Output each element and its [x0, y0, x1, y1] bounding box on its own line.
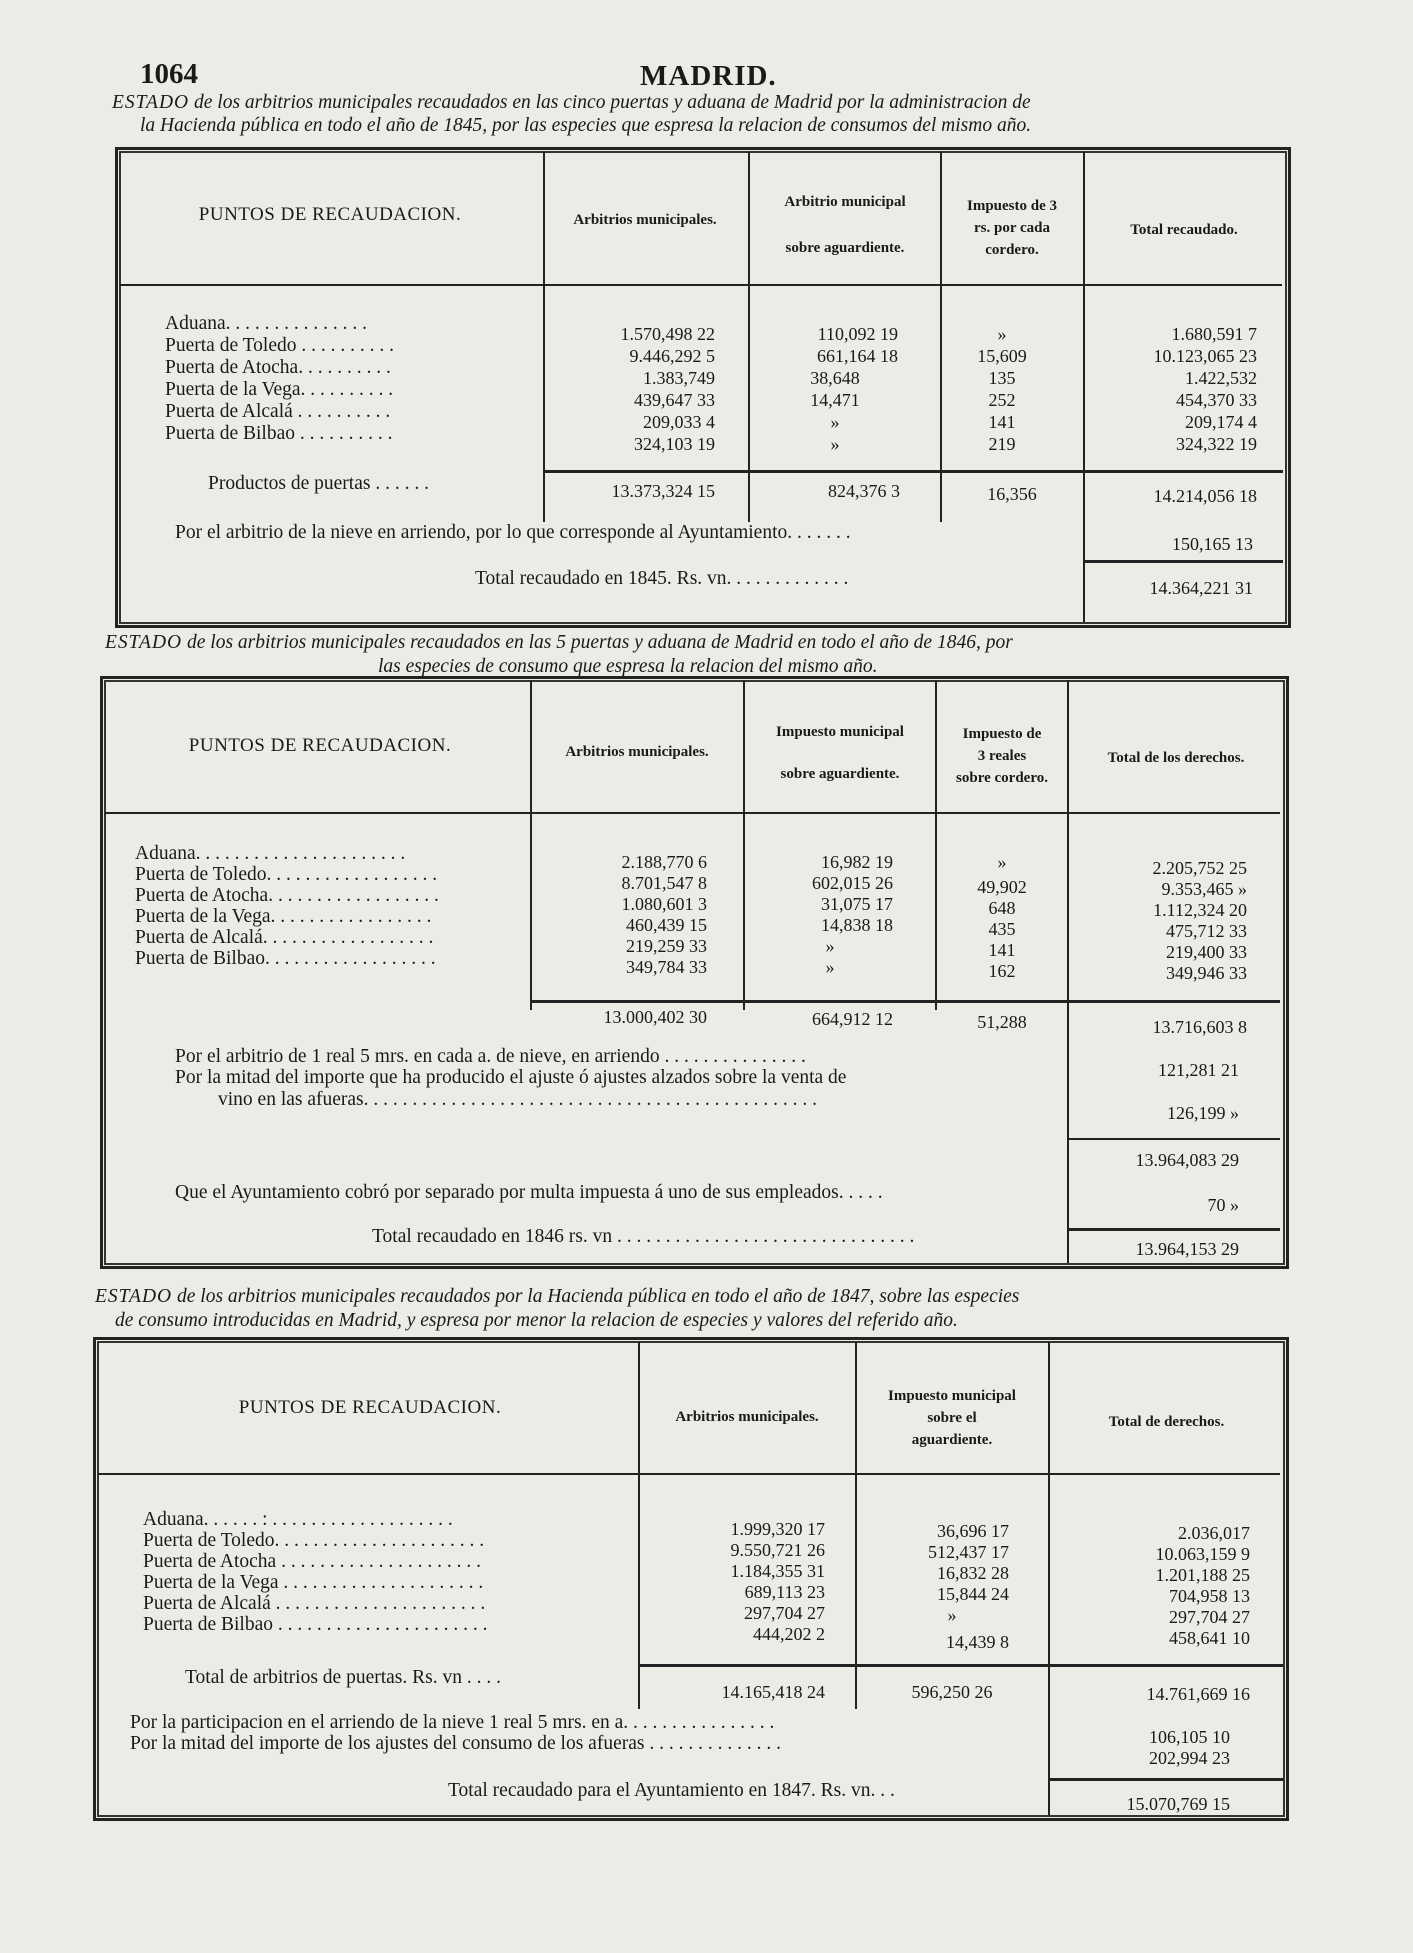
table2-subtotal-cell: 664,912 12 [812, 1009, 893, 1029]
table1-header-cordero-b: rs. por cada [974, 220, 1050, 236]
table1-cell: 439,647 33 [634, 390, 715, 410]
table2-cell: 141 [988, 940, 1016, 960]
table2-header-impuesto-a: Impuesto municipal [776, 724, 904, 740]
table1-cell: 209,174 4 [1185, 412, 1257, 432]
table2-cell: 219,400 33 [1166, 942, 1247, 962]
table3-cell: 1.999,320 17 [730, 1519, 825, 1539]
table2-cell: 8.701,547 8 [621, 873, 707, 893]
table2-multa-label: Que el Ayuntamiento cobró por separado por multa impuesta á uno de sus empleados. . . . . [175, 1182, 883, 1203]
table1-cell: 15,609 [977, 346, 1027, 366]
table3-cell: 297,704 27 [1169, 1607, 1250, 1627]
table3-header-puntos: PUNTOS DE RECAUDACION. [238, 1397, 502, 1418]
table2-header-rule [105, 812, 1280, 814]
table1-caption-line1: ESTADO de los arbitrios municipales recaudados en las cinco puertas y aduana de Madrid por la administracion de [112, 92, 1031, 113]
table3-header-rule [98, 1473, 1280, 1475]
table1-cell: » [997, 324, 1007, 344]
table1-cell: 454,370 33 [1176, 390, 1257, 410]
table1-nieve-value: 150,165 13 [1172, 534, 1253, 554]
table3-row-label: Puerta de Alcalá . . . . . . . . . . . . . . . . . . . . . . [143, 1593, 486, 1614]
table2-cell: 2.205,752 25 [1152, 858, 1247, 878]
table2-cell: 1.112,324 20 [1153, 900, 1247, 920]
table2-nieve-label: Por el arbitrio de 1 real 5 mrs. en cada a. de nieve, en arriendo . . . . . . . . . . . . . . . [175, 1046, 806, 1067]
table2-nieve-value: 121,281 21 [1158, 1060, 1239, 1080]
table1-row-label: Puerta de Bilbao . . . . . . . . . . [165, 423, 393, 444]
table3-total-rule [1048, 1778, 1283, 1781]
table1-subtotal-label: Productos de puertas . . . . . . [208, 473, 429, 494]
table2-row-label: Puerta de Alcalá. . . . . . . . . . . . . . . . . . [135, 927, 434, 948]
table2-subtotal-cell: 51,288 [977, 1012, 1027, 1032]
table3-header-impuesto-a: Impuesto municipal [888, 1388, 1016, 1404]
table3-total-value: 15.070,769 15 [1126, 1794, 1230, 1814]
table2-cell: 435 [988, 919, 1016, 939]
table2-cell: 2.188,770 6 [621, 852, 707, 872]
table1-header-puntos: PUNTOS DE RECAUDACION. [198, 204, 462, 225]
table1-total-label: Total recaudado en 1845. Rs. vn. . . . . . . . . . . . . [475, 568, 849, 589]
table1-row-label: Puerta de Atocha. . . . . . . . . . [165, 357, 391, 378]
table1-row-label: Puerta de Toledo . . . . . . . . . . [165, 335, 394, 356]
table1-caption-line2: la Hacienda pública en todo el año de 1845, por las especies que espresa la relacion de consumos del mismo año. [140, 115, 1032, 136]
table1-cell: 252 [988, 390, 1016, 410]
table1-cell: 1.680,591 7 [1171, 324, 1257, 344]
table2-header-puntos: PUNTOS DE RECAUDACION. [188, 735, 452, 756]
table2-row-label: Aduana. . . . . . . . . . . . . . . . . . . . . . [135, 843, 406, 864]
table1-header-cordero-a: Impuesto de 3 [966, 198, 1057, 214]
table3-header-impuesto-b: sobre el [927, 1410, 977, 1426]
table2-cell: 349,784 33 [626, 957, 707, 977]
table1-subtotal-rule [543, 470, 1283, 473]
table3-afueras-label: Por la mitad del importe de los ajustes del consumo de los afueras . . . . . . . . . . . . . . [130, 1733, 781, 1754]
table2-cell: 162 [988, 961, 1016, 981]
table1-nieve-label: Por el arbitrio de la nieve en arriendo, por lo que corresponde al Ayuntamiento. . . . . . . [175, 522, 851, 543]
page-number: 1064 [140, 58, 198, 90]
table3-nieve-label: Por la participacion en el arriendo de la nieve 1 real 5 mrs. en a. . . . . . . . . . . . . . . . [130, 1712, 775, 1733]
table3-subtotal-rule [638, 1664, 1283, 1667]
table2-cell: 9.353,465 » [1161, 879, 1247, 899]
table3-cell: 15,844 24 [937, 1584, 1009, 1604]
table2-running-rule [1067, 1138, 1280, 1140]
table3-cell: 36,696 17 [937, 1521, 1009, 1541]
table3-cell: 1.201,188 25 [1155, 1565, 1250, 1585]
table3-row-label: Puerta de Bilbao . . . . . . . . . . . . . . . . . . . . . . [143, 1614, 488, 1635]
table2-subtotal-cell: 13.000,402 30 [603, 1007, 707, 1027]
table2-caption-line2: las especies de consumo que espresa la relacion del mismo año. [378, 656, 878, 677]
table1-cell: 324,322 19 [1176, 434, 1257, 454]
table1-row-label: Aduana. . . . . . . . . . . . . . . [165, 313, 368, 334]
table3-cell: 444,202 2 [753, 1624, 825, 1644]
table2-vino-label-a: Por la mitad del importe que ha producido el ajuste ó ajustes alzados sobre la venta de [175, 1067, 847, 1088]
table1-header-cordero-c: cordero. [985, 242, 1039, 258]
table2-row-label: Puerta de Toledo. . . . . . . . . . . . . . . . . . [135, 864, 438, 885]
table2-cell: 602,015 26 [812, 873, 893, 893]
table3-cell: 14,439 8 [946, 1632, 1009, 1652]
table2-cell: » [997, 852, 1007, 872]
table1-cell: 14,471 [810, 390, 860, 410]
table1-row-label: Puerta de Alcalá . . . . . . . . . . [165, 401, 391, 422]
table1-cell: » [830, 434, 840, 454]
table2-cell: » [825, 936, 835, 956]
table2-vino-label-b: vino en las afueras. . . . . . . . . . . . . . . . . . . . . . . . . . . . . . . . . . . . . . . . . . . . . . . [218, 1089, 818, 1110]
table3-header-arbitrios: Arbitrios municipales. [675, 1409, 819, 1425]
table2-cell: 219,259 33 [626, 936, 707, 956]
table1-subtotal-cell: 16,356 [987, 484, 1037, 504]
table2-header-cordero-b: 3 reales [977, 748, 1027, 764]
table2-cell: 648 [988, 898, 1016, 918]
table3-cell: 16,832 28 [937, 1563, 1009, 1583]
table2-cell: 16,982 19 [821, 852, 893, 872]
table2-header-impuesto-b: sobre aguardiente. [780, 766, 900, 782]
table3-cell: 2.036,017 [1178, 1523, 1250, 1543]
table2-row-label: Puerta de la Vega. . . . . . . . . . . . . . . . . [135, 906, 432, 927]
table2-total-value: 13.964,153 29 [1135, 1239, 1239, 1259]
table3-subtotal-cell: 596,250 26 [911, 1682, 993, 1702]
table1-cell: 209,033 4 [643, 412, 715, 432]
table1-cell: » [830, 412, 840, 432]
table1-total-value: 14.364,221 31 [1149, 578, 1253, 598]
table3-subtotal-cell: 14.165,418 24 [721, 1682, 825, 1702]
table1-cell: 38,648 [810, 368, 860, 388]
table2-multa-value: 70 » [1207, 1195, 1239, 1215]
table3-cell: 704,958 13 [1169, 1586, 1250, 1606]
table1-cell: 661,164 18 [817, 346, 898, 366]
table1-header-rule [120, 284, 1282, 286]
table3-subtotal-label: Total de arbitrios de puertas. Rs. vn . . . . [185, 1667, 501, 1688]
table2-cell: 1.080,601 3 [621, 894, 707, 914]
table2-header-arbitrios: Arbitrios municipales. [565, 744, 709, 760]
table1-cell: 10.123,065 23 [1153, 346, 1257, 366]
table3-header-impuesto-c: aguardiente. [911, 1432, 993, 1448]
table1-cell: 141 [988, 412, 1016, 432]
table3-row-label: Aduana. . . . . . : . . . . . . . . . . . . . . . . . . . [143, 1509, 453, 1530]
table2-header-total: Total de los derechos. [1107, 750, 1245, 766]
table1-subtotal-cell: 14.214,056 18 [1153, 486, 1257, 506]
table1-row-label: Puerta de la Vega. . . . . . . . . . [165, 379, 394, 400]
table3-cell: 9.550,721 26 [730, 1540, 825, 1560]
table2-cell: 49,902 [977, 877, 1027, 897]
table2-total-label: Total recaudado en 1846 rs. vn . . . . . . . . . . . . . . . . . . . . . . . . . . . . . . . [372, 1226, 915, 1247]
table1-subtotal-cell: 13.373,324 15 [611, 481, 715, 501]
table2-header-cordero-c: sobre cordero. [956, 770, 1048, 786]
table2-caption-line1: ESTADO de los arbitrios municipales recaudados en las 5 puertas y aduana de Madrid en todo el año de 1846, por [105, 632, 1013, 653]
table3-header-total: Total de derechos. [1108, 1414, 1225, 1430]
table2-cell: 349,946 33 [1166, 963, 1247, 983]
table3-cell: 458,641 10 [1169, 1628, 1250, 1648]
table2-header-cordero-a: Impuesto de [962, 726, 1042, 742]
table2-running-total: 13.964,083 29 [1135, 1150, 1239, 1170]
table2-total-rule [1067, 1228, 1280, 1231]
table3-cell: » [947, 1605, 957, 1625]
table1-cell: 1.570,498 22 [620, 324, 715, 344]
table1-cell: 135 [988, 368, 1016, 388]
table1-header-total: Total recaudado. [1130, 222, 1238, 238]
table1-cell: 324,103 19 [634, 434, 715, 454]
table2-subtotal-cell: 13.716,603 8 [1152, 1017, 1247, 1037]
table3-total-label: Total recaudado para el Ayuntamiento en 1847. Rs. vn. . . [448, 1780, 895, 1801]
table1-cell: 219 [988, 434, 1016, 454]
table2-cell: 14,838 18 [821, 915, 893, 935]
table2-row-label: Puerta de Atocha. . . . . . . . . . . . . . . . . . [135, 885, 439, 906]
table3-cell: 297,704 27 [744, 1603, 825, 1623]
table3-caption-line2: de consumo introducidas en Madrid, y espresa por menor la relacion de especies y valores del referido año. [115, 1310, 958, 1331]
table1-cell: 9.446,292 5 [629, 346, 715, 366]
table1-header-aguardiente-b: sobre aguardiente. [785, 240, 905, 256]
table3-cell: 512,437 17 [928, 1542, 1009, 1562]
table3-caption-line1: ESTADO de los arbitrios municipales recaudados por la Hacienda pública en todo el año de 1847, sobre las especies [95, 1286, 1020, 1307]
table1-header-aguardiente-a: Arbitrio municipal [784, 194, 906, 210]
table2-vino-value: 126,199 » [1167, 1103, 1239, 1123]
table1-cell: 1.422,532 [1185, 368, 1257, 388]
table3-row-label: Puerta de Atocha . . . . . . . . . . . . . . . . . . . . . [143, 1551, 481, 1572]
table2-cell: 475,712 33 [1166, 921, 1247, 941]
table3-row-label: Puerta de Toledo. . . . . . . . . . . . . . . . . . . . . . [143, 1530, 485, 1551]
table3-subtotal-cell: 14.761,669 16 [1146, 1684, 1250, 1704]
table2-cell: 460,439 15 [626, 915, 707, 935]
table1-cell: 1.383,749 [643, 368, 715, 388]
table1-cell: 110,092 19 [817, 324, 898, 344]
table1-subtotal-cell: 824,376 3 [828, 481, 900, 501]
table2-cell: 31,075 17 [821, 894, 893, 914]
table3-cell: 10.063,159 9 [1155, 1544, 1250, 1564]
table3-row-label: Puerta de la Vega . . . . . . . . . . . . . . . . . . . . . [143, 1572, 484, 1593]
table2-subtotal-rule [530, 1000, 1280, 1003]
table3-cell: 1.184,355 31 [730, 1561, 825, 1581]
page-header: MADRID. [640, 60, 777, 92]
table1-header-arbitrios: Arbitrios municipales. [573, 212, 717, 228]
table3-cell: 689,113 23 [744, 1582, 825, 1602]
table3-nieve-value: 106,105 10 [1149, 1727, 1230, 1747]
table1-total-rule [1083, 560, 1283, 563]
table2-row-label: Puerta de Bilbao. . . . . . . . . . . . . . . . . . [135, 948, 436, 969]
table2-cell: » [825, 957, 835, 977]
table3-afueras-value: 202,994 23 [1149, 1748, 1230, 1768]
